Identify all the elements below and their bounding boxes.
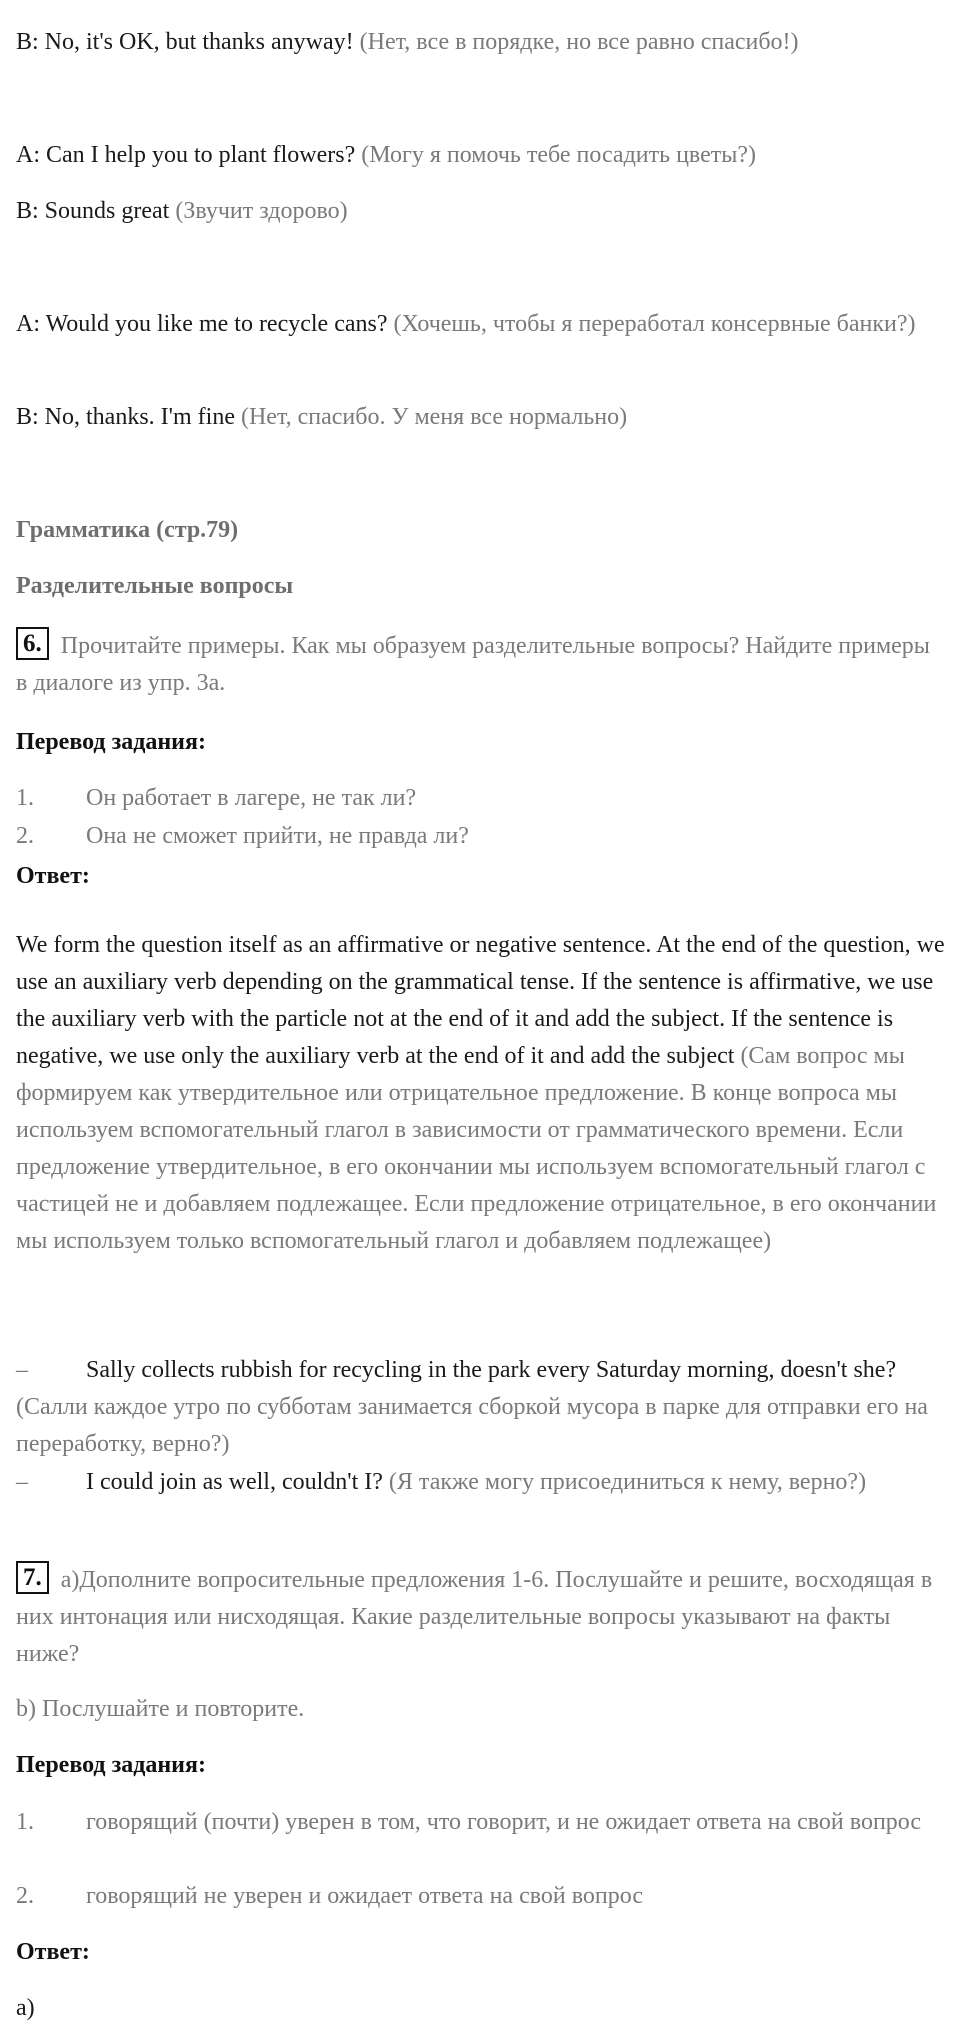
answer-label: Ответ: (16, 863, 90, 889)
dialogue-line (16, 399, 946, 436)
dialogue-line (16, 193, 946, 230)
list-number: 1. (16, 1809, 34, 1835)
dialogue-translation: (Нет, все в порядке, но все равно спасибо!) (359, 29, 799, 55)
list-text: Он работает в лагере, не так ли? (86, 785, 417, 811)
list-text: говорящий не уверен и ожидает ответа на свой вопрос (86, 1883, 644, 1909)
dialogue-english: A: Can I help you to plant flowers? (16, 142, 356, 168)
answer-start: a) (16, 1995, 35, 2021)
section-subheading: Разделительные вопросы (16, 573, 294, 599)
dialogue-line (16, 24, 946, 61)
dialogue-english: A: Would you like me to recycle cans? (16, 311, 388, 337)
exercise-number-badge: 6. (16, 627, 49, 660)
dialogue-translation: (Нет, спасибо. У меня все нормально) (240, 404, 628, 430)
answer-english: We form the question itself as an affirmative or negative sentence. At the end of the question, we use an auxiliary verb depending on the grammatical tense. If the sentence is affirmative, we use the auxiliary verb with the particle not at the end of it and add the subject. If the sentence is negative, we use only the auxiliary verb at the end of it and add the subject (16, 932, 945, 1069)
list-item (16, 1878, 946, 1915)
example-translation: (Я также могу присоединиться к нему, верно?) (388, 1469, 867, 1495)
list-text: говорящий (почти) уверен в том, что говорит, и не ожидает ответа на свой вопрос (86, 1809, 922, 1835)
answer-label: Ответ: (16, 1939, 90, 1965)
dialogue-english: B: Sounds great (16, 198, 170, 224)
dialogue-line (16, 306, 946, 343)
section-heading: Грамматика (стр.79) (16, 517, 239, 543)
exercise-7-part-b: b) Послушайте и повторите. (16, 1696, 305, 1722)
example-item (16, 1352, 946, 1463)
dialogue-translation: (Звучит здорово) (175, 198, 348, 224)
list-item (16, 780, 946, 817)
list-number: 2. (16, 823, 34, 849)
example-dash: – (16, 1469, 28, 1495)
exercise-text: Прочитайте примеры. Как мы образуем разделительные вопросы? Найдите примеры в диалоге из упр. 3а. (16, 633, 930, 696)
dialogue-english: B: No, it's OK, but thanks anyway! (16, 29, 354, 55)
list-item (16, 818, 946, 855)
exercise-text: a)Дополните вопросительные предложения 1-6. Послушайте и решите, восходящая в них интонация или нисходящая. Какие разделительные вопросы указывают на факты ниже? (16, 1567, 933, 1667)
exercise-7-instructions (16, 1561, 946, 1673)
example-item (16, 1464, 946, 1501)
list-item (16, 1804, 946, 1841)
translation-label: Перевод задания: (16, 729, 206, 755)
example-dash: – (16, 1357, 28, 1383)
exercise-6-instructions (16, 627, 946, 702)
answer-paragraph (16, 927, 946, 1260)
answer-translation: (Сам вопрос мы формируем как утвердительное или отрицательное предложение. В конце вопроса мы используем вспомогательный глагол в зависимости от грамматического времени. Если предложение утвердительное, в его окончании мы используем вспомогательный глагол с частицей не и добавляем подлежащее. Если предложение отрицательное, в его окончании мы используем только вспомогательный глагол и добавляем подлежащее) (16, 1043, 937, 1254)
example-english: Sally collects rubbish for recycling in the park every Saturday morning, doesn't she? (86, 1357, 897, 1383)
example-translation: (Салли каждое утро по субботам занимается сборкой мусора в парке для отправки его на переработку, верно?) (16, 1394, 928, 1457)
list-number: 1. (16, 785, 34, 811)
dialogue-translation: (Хочешь, чтобы я переработал консервные банки?) (393, 311, 916, 337)
dialogue-line (16, 137, 946, 174)
dialogue-translation: (Могу я помочь тебе посадить цветы?) (361, 142, 757, 168)
list-text: Она не сможет прийти, не правда ли? (86, 823, 469, 849)
list-number: 2. (16, 1883, 34, 1909)
exercise-number-badge: 7. (16, 1561, 49, 1594)
example-english: I could join as well, couldn't I? (86, 1469, 383, 1495)
translation-label: Перевод задания: (16, 1752, 206, 1778)
dialogue-english: B: No, thanks. I'm fine (16, 404, 235, 430)
